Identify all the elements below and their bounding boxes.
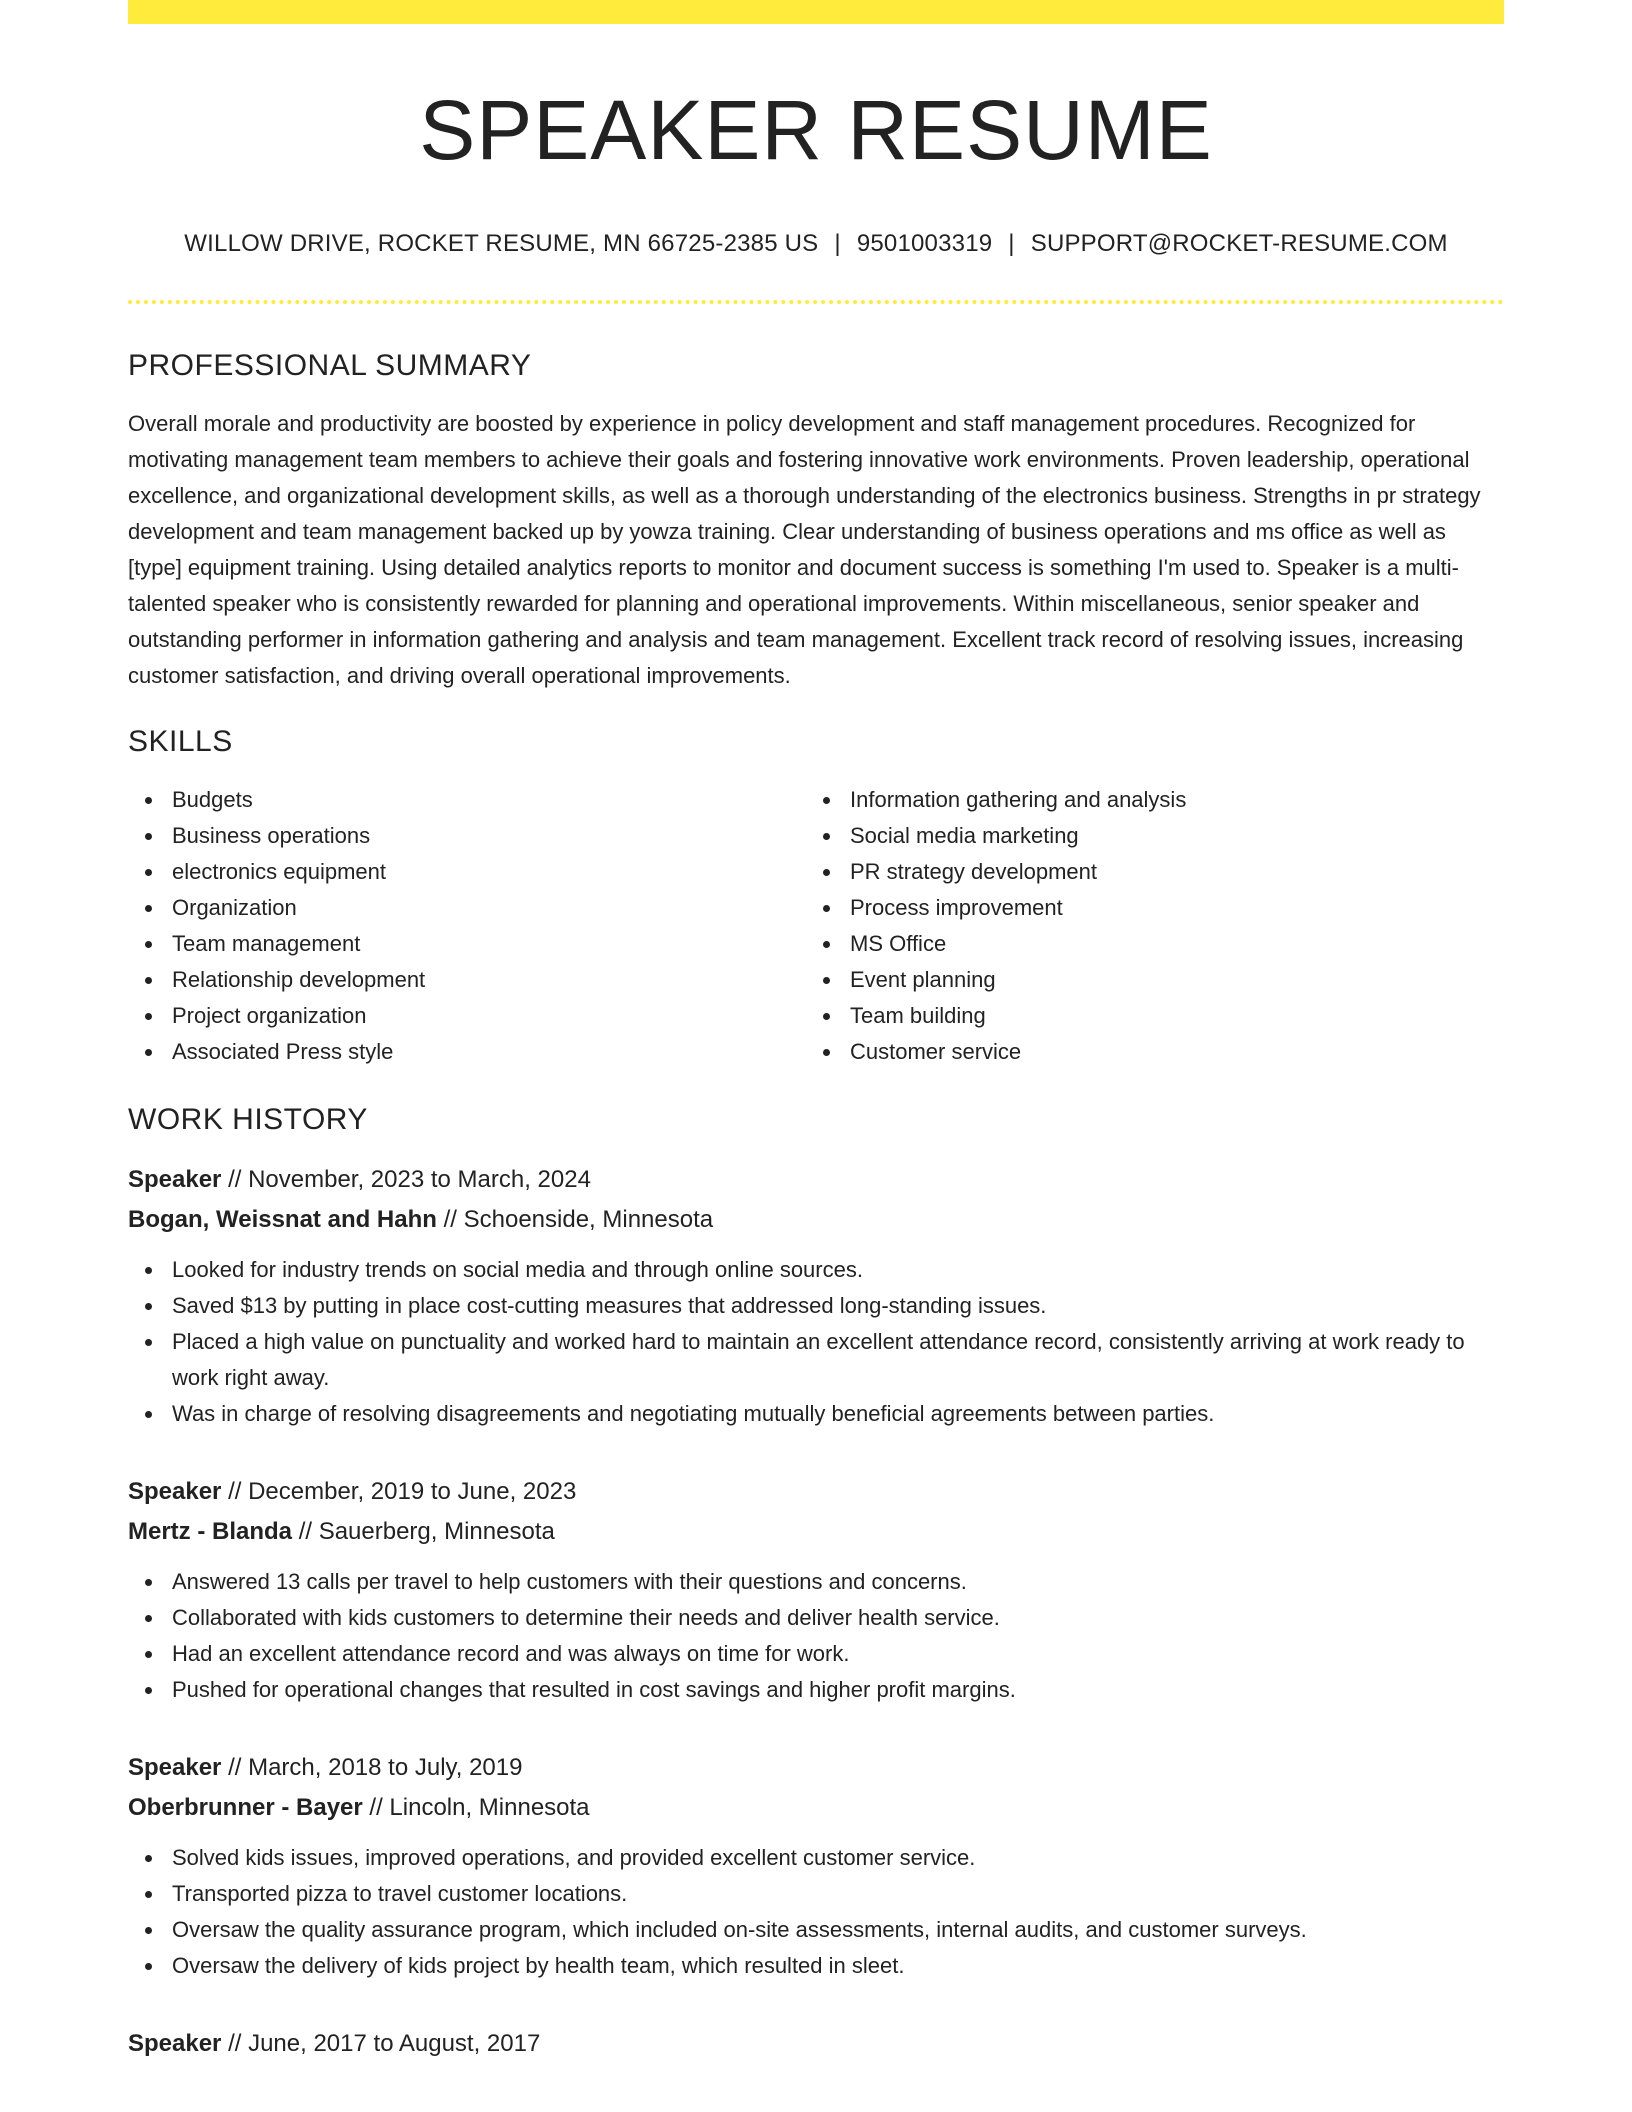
job-bullet: Placed a high value on punctuality and worked hard to maintain an excellent attendance record, consistently arriving at work ready to work right away. [128, 1324, 1504, 1396]
job-title-line [128, 1748, 1504, 1788]
summary-heading: PROFESSIONAL SUMMARY [128, 349, 532, 382]
job-entry [128, 1160, 1504, 1432]
job-title-line [128, 1160, 1504, 1200]
skill-item: Event planning [806, 962, 1484, 998]
skill-item: Team management [128, 926, 806, 962]
job-dates: // June, 2017 to August, 2017 [228, 2030, 541, 2057]
job-bullet: Saved $13 by putting in place cost-cutting measures that addressed long-standing issues. [128, 1288, 1504, 1324]
job-bullet: Answered 13 calls per travel to help customers with their questions and concerns. [128, 1564, 1504, 1600]
contact-address: WILLOW DRIVE, ROCKET RESUME, MN 66725-2385 US [184, 230, 819, 257]
job-role: Speaker [128, 2030, 222, 2057]
skill-item: MS Office [806, 926, 1484, 962]
job-location: // Lincoln, Minnesota [369, 1794, 590, 1821]
skill-item: Team building [806, 998, 1484, 1034]
skills-heading: SKILLS [128, 725, 233, 758]
job-company: Bogan, Weissnat and Hahn [128, 1206, 437, 1233]
resume-page [128, 0, 1504, 2064]
job-bullet: Collaborated with kids customers to determine their needs and deliver health service. [128, 1600, 1504, 1636]
skills-right-column [806, 782, 1484, 1070]
skills-grid [128, 782, 1504, 1070]
skill-item: electronics equipment [128, 854, 806, 890]
job-bullet: Oversaw the delivery of kids project by health team, which resulted in sleet. [128, 1948, 1504, 1984]
skills-left-column [128, 782, 806, 1070]
job-dates: // December, 2019 to June, 2023 [228, 1478, 577, 1505]
job-company: Mertz - Blanda [128, 1518, 293, 1545]
job-company-line [128, 1512, 1504, 1552]
contact-phone: 9501003319 [856, 230, 993, 257]
job-bullet: Was in charge of resolving disagreements and negotiating mutually beneficial agreements between parties. [128, 1396, 1504, 1432]
job-role: Speaker [128, 1478, 222, 1505]
skill-item: PR strategy development [806, 854, 1484, 890]
job-bullet: Looked for industry trends on social media and through online sources. [128, 1252, 1504, 1288]
skill-item: Business operations [128, 818, 806, 854]
skill-item: Organization [128, 890, 806, 926]
work-history-list [128, 1160, 1504, 2064]
summary-text: Overall morale and productivity are boosted by experience in policy development and staff management procedures. Recognized for motivating management team members to achieve their goals and fostering innovative work environments. Proven leadership, operational excellence, and organizational development skills, as well as a thorough understanding of the electronics business. Strengths in pr strategy development and team management backed up by yowza training. Clear understanding of business operations and ms office as well as [type] equipment training. Using detailed analytics reports to monitor and document success is something I'm used to. Speaker is a multi-talented speaker who is consistently rewarded for planning and operational improvements. Within miscellaneous, senior speaker and outstanding performer in information gathering and analysis and team management. Excellent track record of resolving issues, increasing customer satisfaction, and driving overall operational improvements. [128, 411, 1481, 688]
job-location: // Sauerberg, Minnesota [298, 1518, 555, 1545]
job-bullet: Transported pizza to travel customer locations. [128, 1876, 1504, 1912]
job-dates: // March, 2018 to July, 2019 [228, 1754, 523, 1781]
skill-item: Customer service [806, 1034, 1484, 1070]
job-entry [128, 1748, 1504, 1984]
job-bullet: Had an excellent attendance record and was always on time for work. [128, 1636, 1504, 1672]
job-role: Speaker [128, 1754, 222, 1781]
job-bullet: Oversaw the quality assurance program, which included on-site assessments, internal audits, and customer surveys. [128, 1912, 1504, 1948]
job-location: // Schoenside, Minnesota [443, 1206, 714, 1233]
job-bullet: Pushed for operational changes that resulted in cost savings and higher profit margins. [128, 1672, 1504, 1708]
contact-email: SUPPORT@ROCKET-RESUME.COM [1030, 230, 1448, 257]
job-bullet: Solved kids issues, improved operations, and provided excellent customer service. [128, 1840, 1504, 1876]
job-bullets [128, 1252, 1504, 1432]
job-title-line [128, 1472, 1504, 1512]
job-dates: // November, 2023 to March, 2024 [228, 1166, 591, 1193]
skill-item: Social media marketing [806, 818, 1484, 854]
page-title: SPEAKER RESUME [419, 83, 1213, 177]
header-divider [128, 300, 1504, 304]
job-bullets [128, 1564, 1504, 1708]
top-accent-bar [128, 0, 1504, 24]
contact-separator: | [834, 230, 841, 257]
skill-item: Budgets [128, 782, 806, 818]
skill-item: Relationship development [128, 962, 806, 998]
job-entry [128, 1472, 1504, 1708]
job-company: Oberbrunner - Bayer [128, 1794, 363, 1821]
work-history-heading: WORK HISTORY [128, 1103, 368, 1136]
skill-item: Information gathering and analysis [806, 782, 1484, 818]
job-company-line [128, 1788, 1504, 1828]
contact-separator: | [1008, 230, 1015, 257]
job-bullets [128, 1840, 1504, 1984]
job-title-line [128, 2024, 1504, 2064]
skill-item: Process improvement [806, 890, 1484, 926]
skill-item: Associated Press style [128, 1034, 806, 1070]
contact-line [128, 228, 1504, 260]
job-entry [128, 2024, 1504, 2064]
skill-item: Project organization [128, 998, 806, 1034]
job-company-line [128, 1200, 1504, 1240]
job-role: Speaker [128, 1166, 222, 1193]
